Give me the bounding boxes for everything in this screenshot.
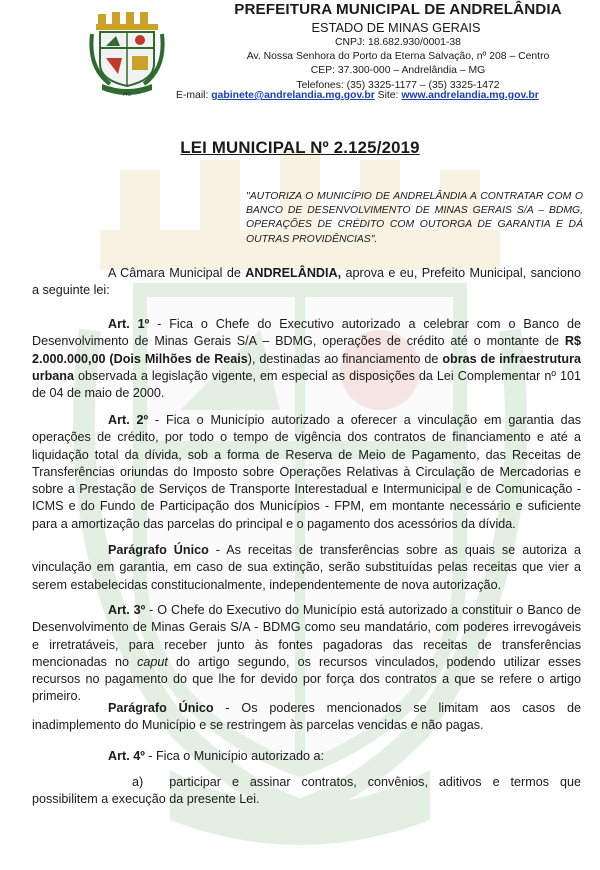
intro-paragraph: A Câmara Municipal de ANDRELÂNDIA, aprova e eu, Prefeito Municipal, sanciono a seguinte lei: — [32, 266, 581, 298]
caput-term: caput — [137, 654, 168, 669]
svg-text:MG: MG — [122, 92, 132, 98]
article-2-label: Art. 2º — [108, 413, 149, 427]
letterhead-state: ESTADO DE MINAS GERAIS — [311, 20, 481, 35]
paragraph-unico-2-label: Parágrafo Único — [108, 701, 214, 715]
article-1-label: Art. 1º — [108, 317, 150, 331]
paragraph-unico-1-label: Parágrafo Único — [108, 543, 209, 557]
article-2: Art. 2º - Fica o Município autorizado a oferecer a vinculação em garantia das operações de crédito, por todo o tempo de vigência dos contratos de financiamento e até a liquidação total da dívida, sob a forma de Reserva de Meio de Pagamento, das Receitas de Transferências oriundas do Imposto sobre Operações Relativas à Circulação de Mercadorias e sobre a Prestação de Serviços de Transporte Interestadual e Intermunicipal e de Comunicação - ICMS e do Fundo de Participação dos Municípios - FPM, em montante necessário e suficiente para a amortização das parcelas do principal e o pagamento dos acessórios da dívida. — [32, 413, 581, 531]
paragraph-unico-2: Parágrafo Único - Os poderes mencionados se limitam aos casos de inadimplemento do Município e se restringem às parcelas vencidas e não pagas. — [32, 701, 581, 733]
article-3-label: Art. 3º — [108, 603, 146, 617]
item-a-label: a) — [132, 775, 144, 789]
email-label: E-mail: — [176, 90, 209, 101]
letterhead-cep: CEP: 37.300-000 – Andrelândia – MG — [310, 65, 486, 77]
crest-logo — [88, 12, 166, 98]
letterhead-contact — [176, 89, 539, 103]
letterhead-title: PREFEITURA MUNICIPAL DE ANDRELÂNDIA — [234, 1, 562, 18]
article-3: Art. 3º - O Chefe do Executivo do Município está autorizado a constituir o Banco de Desenvolvimento de Minas Gerais S/A - BDMG como seu mandatário, com poderes irrevogáveis e irretratáveis, para receber junto às fontes pagadoras das receitas de transferências mencionadas no caput do artigo segundo, os recursos vinculados, podendo utilizar esses recursos no pagamento do que lhe for devido por força dos contratos a que se refere o artigo primeiro. — [32, 603, 581, 704]
article-4-item-a: a) participar e assinar contratos, convênios, aditivos e termos que possibilitem a execução da presente Lei. — [32, 775, 581, 807]
letterhead-cnpj: CNPJ: 18.682.930/0001-38 — [335, 37, 461, 48]
letterhead-phones: Telefones: (35) 3325-1177 – (35) 3325-1472 — [296, 79, 500, 91]
letterhead — [175, 1, 595, 93]
paragraph-unico-1: Parágrafo Único - As receitas de transferências sobre as quais se autoriza a vinculação em garantia, em caso de sua extinção, serão substituídas pelas receitas que vier a serem estabelecidas constitucionalmente, independentemente de nova autorização. — [32, 543, 581, 592]
letterhead-address: Av. Nossa Senhora do Porto da Eterna Salvação, nº 208 – Centro — [246, 51, 550, 63]
site-label: Site: — [377, 90, 399, 101]
loan-purpose: obras de infraestrutura urbana — [32, 351, 581, 383]
law-ementa: "AUTORIZA O MUNICÍPIO DE ANDRELÂNDIA A CONTRATAR COM O BANCO DE DESENVOLVIMENTO DE MINAS GERAIS S/A – BDMG, OPERAÇÕES DE CRÉDITO COM OUTORGA DE GARANTIA E DÁ OUTRAS PROVIDÊNCIAS". — [246, 191, 583, 245]
article-4-label: Art. 4º — [108, 749, 145, 763]
law-title: LEI MUNICIPAL Nº 2.125/2019 — [180, 138, 420, 157]
loan-amount: R$ 2.000.000,00 (Dois Milhões de Reais — [32, 334, 581, 366]
site-link[interactable]: www.andrelandia.mg.gov.br — [401, 90, 539, 101]
email-link[interactable]: gabinete@andrelandia.mg.gov.br — [211, 90, 375, 101]
article-1: Art. 1º - Fica o Chefe do Executivo autorizado a celebrar com o Banco de Desenvolvimento de Minas Gerais S/A – BDMG, operações de crédito até o montante de R$ 2.000.000,00 (Dois Milhões de Reais), destinadas ao financiamento de obras de infraestrutura urbana observada a legislação vigente, em especial as disposições da Lei Complementar nº 101 de 04 de maio de 2000. — [32, 317, 581, 401]
article-4: Art. 4º - Fica o Município autorizado a: — [108, 749, 324, 763]
city-name: ANDRELÂNDIA, — [245, 266, 342, 280]
